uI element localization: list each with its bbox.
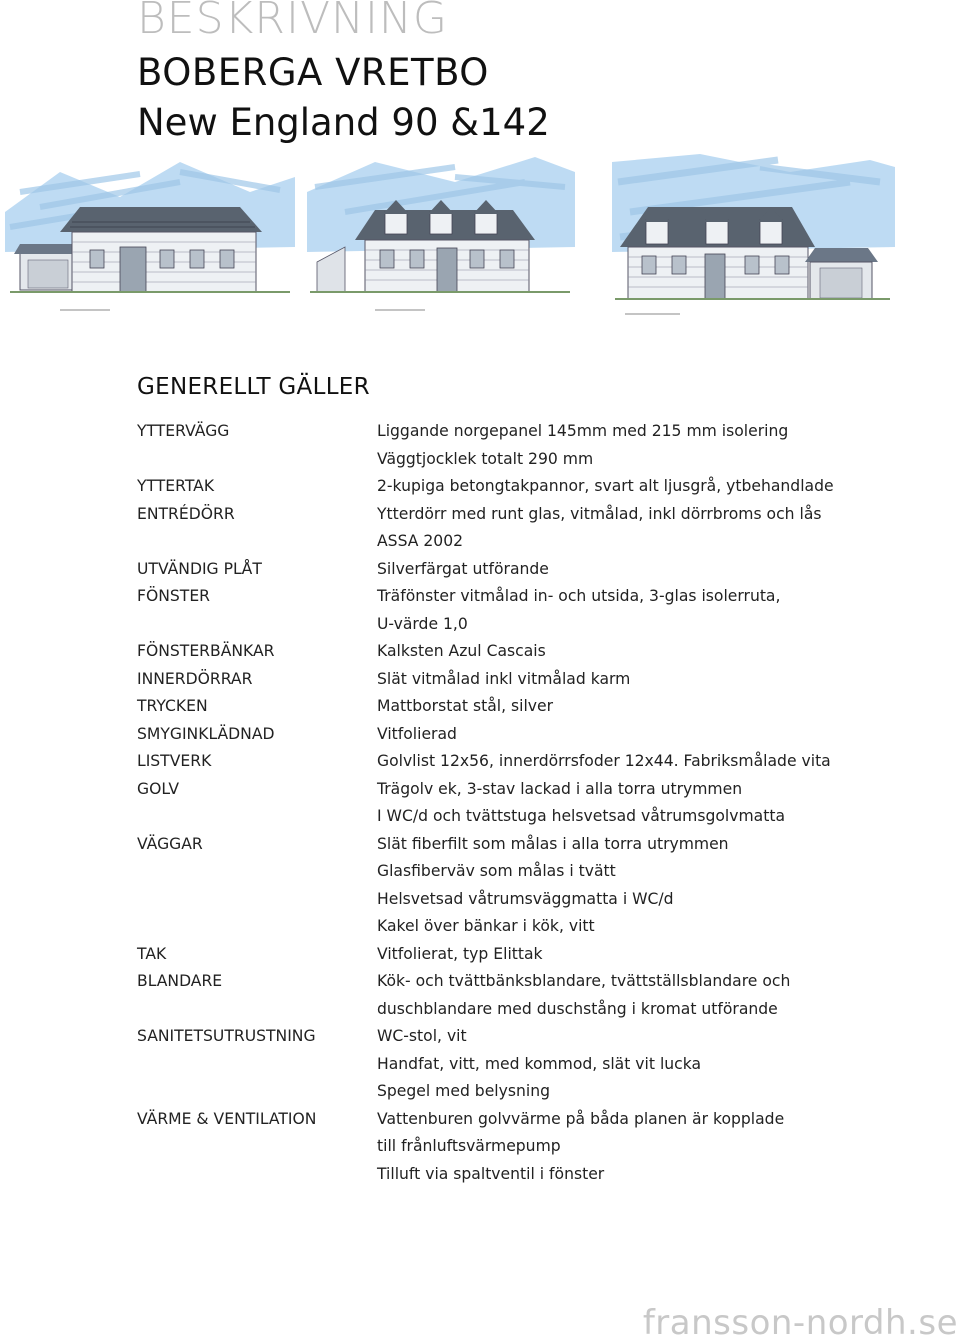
spec-label: BLANDARE (137, 972, 223, 990)
spec-value: Handfat, vitt, med kommod, slät vit lucka (377, 1054, 702, 1073)
spec-value: Väggtjocklek totalt 290 mm (377, 449, 594, 468)
spec-row (137, 941, 937, 969)
spec-values (377, 418, 937, 473)
house-sketch-garage-left (0, 152, 300, 322)
spec-label: VÄRME & VENTILATION (137, 1109, 317, 1128)
spec-row (137, 556, 937, 584)
spec-values (377, 1023, 937, 1106)
spec-value: Slät vitmålad inkl vitmålad karm (377, 669, 631, 688)
spec-values (377, 583, 937, 638)
spec-row (137, 666, 937, 694)
spec-value: Golvlist 12x56, innerdörrsfoder 12x44. Fabriksmålade vita (377, 752, 831, 770)
spec-label: TRYCKEN (137, 697, 208, 715)
spec-value: Vitfolierad (377, 724, 457, 743)
spec-value: I WC/d och tvättstuga helsvetsad våtrumsgolvmatta (377, 807, 786, 825)
spec-value: Ytterdörr med runt glas, vitmålad, inkl dörrbroms och lås (377, 504, 822, 523)
spec-values (377, 1106, 937, 1189)
spec-values (377, 556, 937, 584)
spec-row (137, 583, 937, 638)
spec-value: Vitfolierat, typ Elittak (377, 944, 543, 963)
spec-value: Liggande norgepanel 145mm med 215 mm isolering (377, 422, 789, 440)
spec-row (137, 968, 937, 1023)
spec-label: FÖNSTER (137, 587, 211, 605)
spec-value: Mattborstat stål, silver (377, 697, 554, 715)
spec-row (137, 721, 937, 749)
spec-row (137, 1023, 937, 1106)
spec-value: Trägolv ek, 3-stav lackad i alla torra utrymmen (377, 779, 743, 798)
spec-value: Silverfärgat utförande (377, 559, 549, 578)
spec-values (377, 473, 937, 501)
spec-value: WC-stol, vit (377, 1027, 467, 1045)
spec-value: duschblandare med duschstång i kromat utförande (377, 999, 778, 1018)
spec-label: LISTVERK (137, 752, 212, 770)
spec-values (377, 666, 937, 694)
spec-value: Slät fiberfilt som målas i alla torra utrymmen (377, 834, 729, 853)
spec-row (137, 501, 937, 556)
spec-label: SANITETSUTRUSTNING (137, 1027, 316, 1045)
spec-label: UTVÄNDIG PLÅT (137, 559, 262, 578)
spec-label: INNERDÖRRAR (137, 669, 253, 688)
spec-values (377, 501, 937, 556)
spec-label: VÄGGAR (137, 834, 203, 853)
spec-value: 2-kupiga betongtakpannor, svart alt ljusgrå, ytbehandlade (377, 477, 834, 495)
spec-label: TAK (137, 944, 167, 963)
spec-row (137, 418, 937, 473)
spec-values (377, 693, 937, 721)
spec-value: Helsvetsad våtrumsväggmatta i WC/d (377, 889, 674, 908)
spec-row (137, 831, 937, 941)
spec-value: Glasfiberväv som målas i tvätt (377, 862, 616, 880)
house-sketch-garage-right (610, 152, 900, 324)
spec-value: U-värde 1,0 (377, 614, 468, 633)
title-block (137, 0, 550, 148)
spec-value: Spegel med belysning (377, 1082, 550, 1100)
spec-value: Kök- och tvättbänksblandare, tvättställsblandare och (377, 972, 791, 990)
spec-values (377, 941, 937, 969)
spec-value: Tilluft via spaltventil i fönster (377, 1164, 605, 1183)
spec-value: Vattenburen golvvärme på båda planen är kopplade (377, 1109, 785, 1128)
spec-row (137, 473, 937, 501)
spec-values (377, 638, 937, 666)
house-model: New England 90 &142 (137, 101, 550, 144)
spec-value: Kakel över bänkar i kök, vitt (377, 917, 595, 935)
spec-label: ENTRÉDÖRR (137, 504, 235, 523)
section-heading: GENERELLT GÄLLER (137, 374, 370, 400)
document-label: BESKRIVNING (137, 0, 448, 44)
spec-values (377, 748, 937, 776)
spec-values (377, 831, 937, 941)
spec-label: FÖNSTERBÄNKAR (137, 642, 275, 660)
website-footer: fransson-nordh.se (642, 1303, 958, 1343)
spec-value: Kalksten Azul Cascais (377, 642, 546, 660)
spec-row (137, 638, 937, 666)
spec-values (377, 776, 937, 831)
spec-row (137, 748, 937, 776)
spec-values (377, 721, 937, 749)
spec-row (137, 776, 937, 831)
spec-value: Träfönster vitmålad in- och utsida, 3-glas isolerruta, (377, 587, 781, 605)
spec-label: GOLV (137, 779, 179, 798)
spec-value: ASSA 2002 (377, 532, 464, 550)
spec-value: till frånluftsvärmepump (377, 1137, 561, 1155)
spec-row (137, 693, 937, 721)
spec-label: YTTERVÄGG (137, 422, 230, 440)
house-sketch-dormers (305, 152, 577, 322)
spec-values (377, 968, 937, 1023)
spec-label: YTTERTAK (137, 477, 215, 495)
project-name: BOBERGA VRETBO (137, 51, 489, 94)
spec-label: SMYGINKLÄDNAD (137, 724, 275, 743)
spec-row (137, 1106, 937, 1189)
specification-list (137, 418, 937, 1188)
